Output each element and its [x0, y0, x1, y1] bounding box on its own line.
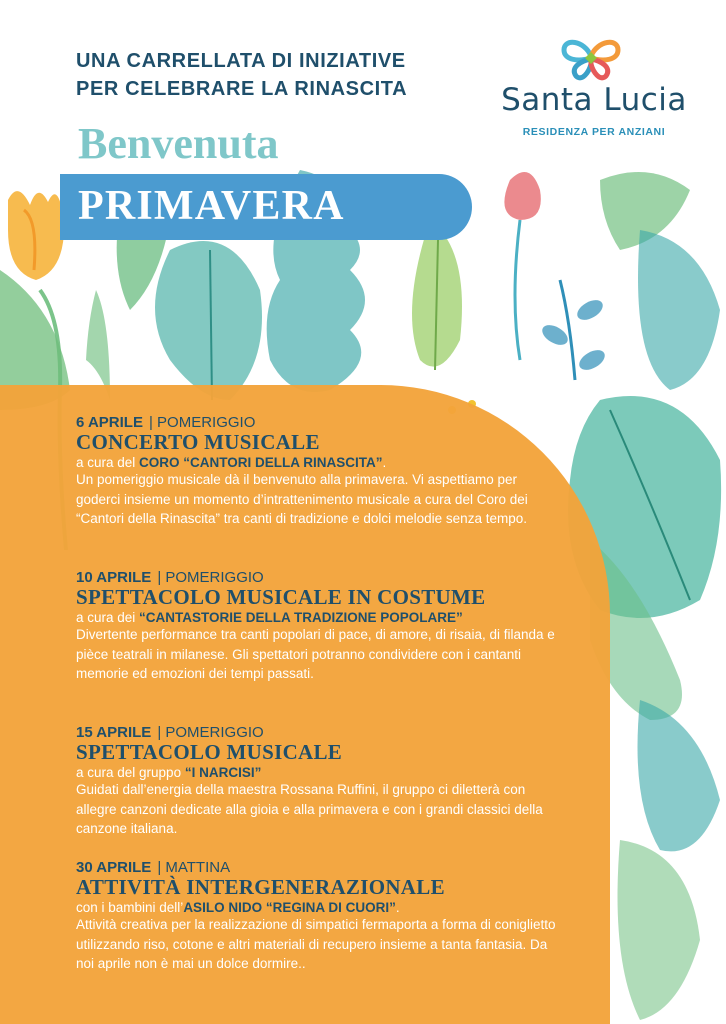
leaf [638, 230, 720, 390]
leaf [155, 241, 262, 400]
event-title: SPETTACOLO MUSICALE [76, 740, 343, 764]
tulip-flower [8, 191, 64, 280]
header-line-2: PER CELEBRARE LA RINASCITA [76, 78, 408, 100]
event-item [76, 859, 556, 974]
organizer-name: “CANTASTORIE DELLA TRADIZIONE POPOLARE” [139, 610, 463, 625]
event-item [76, 724, 556, 839]
event-description: Guidati dall’energia della maestra Rossana Ruffini, il gruppo ci diletterà con allegre canzoni dedicate alla gioia e alla primavera e con i grandi classici della canzone italiana. [76, 782, 543, 836]
organizer-name: ASILO NIDO “REGINA DI CUORI” [183, 900, 396, 915]
event-time: | MATTINA [157, 859, 231, 876]
event-time: | POMERIGGIO [148, 414, 256, 431]
event-title: ATTIVITÀ INTERGENERAZIONALE [76, 875, 445, 899]
event-date: 15 APRILE [76, 724, 152, 741]
event-date: 10 APRILE [76, 569, 152, 586]
event-title: CONCERTO MUSICALE [76, 430, 320, 454]
event-description: Attività creativa per la realizzazione di simpatici fermaporta a forma di coniglietto utilizzando riso, cotone e altri materiali di recupero insieme a tanta fantasia. Da noi aprile non è mai un dolce dormire.. [76, 917, 556, 971]
event-description: Divertente performance tra canti popolari di pace, di amore, di risaia, di filanda e pièce teatrali in milanese. Gli spettatori potranno condividere con i cantanti memorie ed emozioni dei tempi passati. [76, 627, 555, 681]
event-date: 6 APRILE [76, 414, 143, 431]
event-item [76, 414, 556, 529]
event-organizer: a cura del gruppo “I NARCISI” [76, 765, 262, 780]
leaf [86, 290, 110, 400]
event-description: Un pomeriggio musicale dà il benvenuto alla primavera. Vi aspettiamo per goderci insieme un momento d’intrattenimento musicale a cura del Coro dei “Cantori della Rinascita” tra canti di tradizione e dolci melodie senza tempo. [76, 472, 528, 526]
event-time: | POMERIGGIO [157, 724, 264, 741]
leaf [618, 840, 701, 1020]
event-item [76, 569, 556, 684]
season-title: PRIMAVERA [78, 183, 345, 229]
event-title: SPETTACOLO MUSICALE IN COSTUME [76, 585, 486, 609]
butterfly-heart-icon [556, 34, 626, 84]
event-date: 30 APRILE [76, 859, 152, 876]
logo [496, 34, 696, 144]
organizer-name: “I NARCISI” [184, 765, 262, 780]
event-time: | POMERIGGIO [157, 569, 264, 586]
event-organizer: a cura del CORO “CANTORI DELLA RINASCITA”. [76, 455, 387, 470]
welcome-title: Benvenuta [78, 119, 279, 168]
header-line-1: UNA CARRELLATA DI INIZIATIVE [76, 50, 406, 72]
season-banner [60, 174, 472, 240]
leaf [638, 700, 721, 851]
event-organizer: con i bambini dell’ASILO NIDO “REGINA DI CUORI”. [76, 900, 400, 915]
tulip-flower [504, 172, 540, 220]
organizer-name: CORO “CANTORI DELLA RINASCITA” [139, 455, 383, 470]
logo-subtitle: RESIDENZA PER ANZIANI [522, 126, 666, 138]
logo-name: Santa Lucia [501, 82, 687, 118]
event-organizer: a cura dei “CANTASTORIE DELLA TRADIZIONE POPOLARE” [76, 610, 463, 625]
